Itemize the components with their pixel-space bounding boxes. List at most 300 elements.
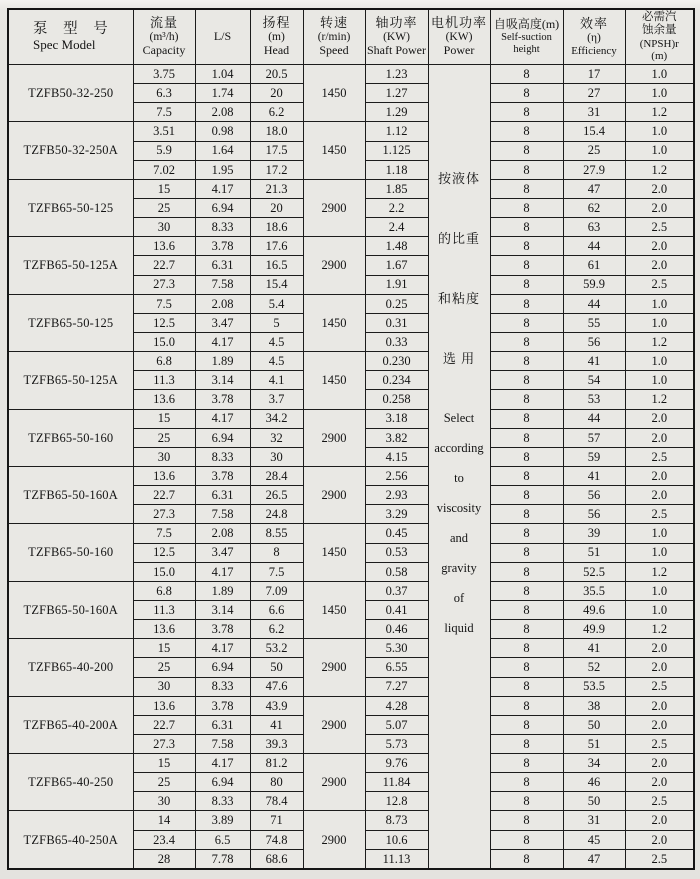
ls-cell: 4.17 xyxy=(195,179,250,198)
capacity-cell: 15 xyxy=(133,754,195,773)
shaft-power-cell: 0.45 xyxy=(365,524,428,543)
npsh-cell: 1.2 xyxy=(625,620,694,639)
npsh-cell: 2.0 xyxy=(625,198,694,217)
npsh-cell: 2.0 xyxy=(625,715,694,734)
model-cell: TZFB65-50-125A xyxy=(8,237,133,294)
efficiency-cell: 51 xyxy=(563,543,625,562)
model-cell: TZFB65-50-125 xyxy=(8,294,133,351)
suction-height-cell: 8 xyxy=(490,179,563,198)
head-cell: 5 xyxy=(250,313,303,332)
suction-height-cell: 8 xyxy=(490,600,563,619)
efficiency-cell: 46 xyxy=(563,773,625,792)
efficiency-cell: 54 xyxy=(563,371,625,390)
head-cell: 8 xyxy=(250,543,303,562)
head-cell: 20 xyxy=(250,84,303,103)
efficiency-cell: 59 xyxy=(563,447,625,466)
efficiency-cell: 62 xyxy=(563,198,625,217)
ls-cell: 1.95 xyxy=(195,160,250,179)
ls-cell: 3.78 xyxy=(195,620,250,639)
motor-power-note-cell xyxy=(428,65,490,870)
ls-cell: 7.58 xyxy=(195,505,250,524)
npsh-cell: 2.0 xyxy=(625,754,694,773)
ls-cell: 3.14 xyxy=(195,371,250,390)
speed-cell: 1450 xyxy=(303,581,365,638)
capacity-cell: 30 xyxy=(133,218,195,237)
shaft-power-cell: 3.18 xyxy=(365,409,428,428)
suction-height-cell: 8 xyxy=(490,103,563,122)
ls-cell: 1.04 xyxy=(195,65,250,84)
ls-cell: 6.94 xyxy=(195,658,250,677)
model-cell: TZFB65-50-125A xyxy=(8,352,133,409)
suction-height-cell: 8 xyxy=(490,466,563,485)
capacity-cell: 5.9 xyxy=(133,141,195,160)
shaft-power-cell: 1.48 xyxy=(365,237,428,256)
efficiency-cell: 47 xyxy=(563,849,625,869)
shaft-power-cell: 1.12 xyxy=(365,122,428,141)
head-cell: 20.5 xyxy=(250,65,303,84)
npsh-cell: 1.2 xyxy=(625,390,694,409)
npsh-cell: 2.5 xyxy=(625,677,694,696)
npsh-cell: 2.0 xyxy=(625,466,694,485)
efficiency-cell: 55 xyxy=(563,313,625,332)
efficiency-cell: 52.5 xyxy=(563,562,625,581)
ls-cell: 6.94 xyxy=(195,773,250,792)
capacity-cell: 11.3 xyxy=(133,600,195,619)
npsh-cell: 2.0 xyxy=(625,486,694,505)
shaft-power-cell: 9.76 xyxy=(365,754,428,773)
header-speed: 转速 (r/min) Speed xyxy=(303,9,365,65)
capacity-cell: 15 xyxy=(133,639,195,658)
speed-cell: 2900 xyxy=(303,179,365,236)
shaft-power-cell: 3.29 xyxy=(365,505,428,524)
table-row xyxy=(8,754,694,773)
suction-height-cell: 8 xyxy=(490,160,563,179)
shaft-power-cell: 0.230 xyxy=(365,352,428,371)
head-cell: 7.5 xyxy=(250,562,303,581)
shaft-power-cell: 0.37 xyxy=(365,581,428,600)
head-cell: 4.1 xyxy=(250,371,303,390)
capacity-cell: 15 xyxy=(133,179,195,198)
table-row xyxy=(8,696,694,715)
head-cell: 17.6 xyxy=(250,237,303,256)
power-note-line-en: liquid xyxy=(444,621,474,635)
table-row xyxy=(8,352,694,371)
npsh-cell: 1.2 xyxy=(625,103,694,122)
suction-height-cell: 8 xyxy=(490,524,563,543)
table-row xyxy=(8,409,694,428)
efficiency-cell: 31 xyxy=(563,103,625,122)
suction-height-cell: 8 xyxy=(490,677,563,696)
suction-height-cell: 8 xyxy=(490,409,563,428)
ls-cell: 1.74 xyxy=(195,84,250,103)
shaft-power-cell: 7.27 xyxy=(365,677,428,696)
header-row xyxy=(8,9,694,65)
model-cell: TZFB65-50-160 xyxy=(8,524,133,581)
head-cell: 32 xyxy=(250,428,303,447)
capacity-cell: 25 xyxy=(133,658,195,677)
head-cell: 6.2 xyxy=(250,103,303,122)
head-cell: 39.3 xyxy=(250,734,303,753)
shaft-power-cell: 1.67 xyxy=(365,256,428,275)
capacity-cell: 30 xyxy=(133,677,195,696)
shaft-power-cell: 5.30 xyxy=(365,639,428,658)
table-row xyxy=(8,466,694,485)
head-cell: 68.6 xyxy=(250,849,303,869)
shaft-power-cell: 0.53 xyxy=(365,543,428,562)
shaft-power-cell: 1.91 xyxy=(365,275,428,294)
shaft-power-cell: 1.23 xyxy=(365,65,428,84)
efficiency-cell: 56 xyxy=(563,486,625,505)
capacity-cell: 13.6 xyxy=(133,390,195,409)
suction-height-cell: 8 xyxy=(490,352,563,371)
shaft-power-cell: 6.55 xyxy=(365,658,428,677)
efficiency-cell: 31 xyxy=(563,811,625,830)
suction-height-cell: 8 xyxy=(490,198,563,217)
power-note-line-en: gravity xyxy=(441,561,477,575)
npsh-cell: 2.5 xyxy=(625,218,694,237)
head-cell: 80 xyxy=(250,773,303,792)
table-header xyxy=(8,9,694,65)
head-cell: 41 xyxy=(250,715,303,734)
speed-cell: 2900 xyxy=(303,409,365,466)
power-note-line-zh: 按液体 xyxy=(437,171,480,186)
efficiency-cell: 45 xyxy=(563,830,625,849)
npsh-cell: 2.0 xyxy=(625,428,694,447)
shaft-power-cell: 0.58 xyxy=(365,562,428,581)
shaft-power-cell: 5.73 xyxy=(365,734,428,753)
speed-cell: 2900 xyxy=(303,811,365,869)
suction-height-cell: 8 xyxy=(490,620,563,639)
capacity-cell: 14 xyxy=(133,811,195,830)
table-row xyxy=(8,65,694,84)
head-cell: 50 xyxy=(250,658,303,677)
efficiency-cell: 50 xyxy=(563,792,625,811)
capacity-cell: 7.5 xyxy=(133,294,195,313)
header-npsh: 必需汽 蚀余量 (NPSH)r (m) xyxy=(625,9,694,65)
ls-cell: 2.08 xyxy=(195,524,250,543)
efficiency-cell: 56 xyxy=(563,332,625,351)
suction-height-cell: 8 xyxy=(490,390,563,409)
suction-height-cell: 8 xyxy=(490,581,563,600)
ls-cell: 1.89 xyxy=(195,581,250,600)
shaft-power-cell: 0.31 xyxy=(365,313,428,332)
head-cell: 4.5 xyxy=(250,352,303,371)
speed-cell: 2900 xyxy=(303,237,365,294)
head-cell: 15.4 xyxy=(250,275,303,294)
capacity-cell: 25 xyxy=(133,428,195,447)
efficiency-cell: 63 xyxy=(563,218,625,237)
header-suction-height: 自吸高度(m) Self-suction height xyxy=(490,9,563,65)
ls-cell: 3.14 xyxy=(195,600,250,619)
efficiency-cell: 27 xyxy=(563,84,625,103)
efficiency-cell: 52 xyxy=(563,658,625,677)
capacity-cell: 22.7 xyxy=(133,715,195,734)
power-note-line-zh: 和粘度 xyxy=(437,291,480,306)
npsh-cell: 1.2 xyxy=(625,332,694,351)
suction-height-cell: 8 xyxy=(490,256,563,275)
ls-cell: 4.17 xyxy=(195,562,250,581)
capacity-cell: 27.3 xyxy=(133,734,195,753)
efficiency-cell: 59.9 xyxy=(563,275,625,294)
suction-height-cell: 8 xyxy=(490,830,563,849)
capacity-cell: 23.4 xyxy=(133,830,195,849)
capacity-cell: 15.0 xyxy=(133,332,195,351)
efficiency-cell: 61 xyxy=(563,256,625,275)
model-cell: TZFB65-40-200 xyxy=(8,639,133,696)
head-cell: 78.4 xyxy=(250,792,303,811)
head-cell: 4.5 xyxy=(250,332,303,351)
ls-cell: 4.17 xyxy=(195,409,250,428)
table-row xyxy=(8,179,694,198)
capacity-cell: 12.5 xyxy=(133,543,195,562)
ls-cell: 3.78 xyxy=(195,390,250,409)
header-spec-model-en: Spec Model xyxy=(33,36,96,52)
npsh-cell: 1.0 xyxy=(625,294,694,313)
head-cell: 30 xyxy=(250,447,303,466)
capacity-cell: 15 xyxy=(133,409,195,428)
npsh-cell: 1.0 xyxy=(625,581,694,600)
ls-cell: 7.78 xyxy=(195,849,250,869)
efficiency-cell: 47 xyxy=(563,179,625,198)
pump-spec-table xyxy=(7,8,695,870)
head-cell: 81.2 xyxy=(250,754,303,773)
efficiency-cell: 57 xyxy=(563,428,625,447)
head-cell: 5.4 xyxy=(250,294,303,313)
power-note-line-en: of xyxy=(453,591,465,605)
capacity-cell: 25 xyxy=(133,773,195,792)
shaft-power-cell: 4.15 xyxy=(365,447,428,466)
table-row xyxy=(8,811,694,830)
suction-height-cell: 8 xyxy=(490,754,563,773)
efficiency-cell: 41 xyxy=(563,639,625,658)
head-cell: 16.5 xyxy=(250,256,303,275)
power-note-line-en: according xyxy=(434,441,484,455)
header-motor-power: 电机功率 (KW) Power xyxy=(428,9,490,65)
ls-cell: 1.64 xyxy=(195,141,250,160)
shaft-power-cell: 0.46 xyxy=(365,620,428,639)
npsh-cell: 1.0 xyxy=(625,543,694,562)
npsh-cell: 1.0 xyxy=(625,84,694,103)
efficiency-cell: 51 xyxy=(563,734,625,753)
suction-height-cell: 8 xyxy=(490,141,563,160)
model-cell: TZFB65-40-250 xyxy=(8,754,133,811)
ls-cell: 7.58 xyxy=(195,734,250,753)
head-cell: 6.2 xyxy=(250,620,303,639)
efficiency-cell: 17 xyxy=(563,65,625,84)
table-body xyxy=(8,65,694,870)
npsh-cell: 1.0 xyxy=(625,122,694,141)
ls-cell: 2.08 xyxy=(195,294,250,313)
npsh-cell: 1.0 xyxy=(625,65,694,84)
shaft-power-cell: 1.18 xyxy=(365,160,428,179)
suction-height-cell: 8 xyxy=(490,313,563,332)
shaft-power-cell: 0.234 xyxy=(365,371,428,390)
power-note-line-zh: 选 用 xyxy=(442,351,476,366)
table-row xyxy=(8,524,694,543)
ls-cell: 3.47 xyxy=(195,313,250,332)
efficiency-cell: 44 xyxy=(563,237,625,256)
npsh-cell: 2.0 xyxy=(625,256,694,275)
suction-height-cell: 8 xyxy=(490,562,563,581)
head-cell: 6.6 xyxy=(250,600,303,619)
capacity-cell: 6.8 xyxy=(133,581,195,600)
efficiency-cell: 50 xyxy=(563,715,625,734)
ls-cell: 7.58 xyxy=(195,275,250,294)
npsh-cell: 1.0 xyxy=(625,371,694,390)
efficiency-cell: 44 xyxy=(563,294,625,313)
efficiency-cell: 35.5 xyxy=(563,581,625,600)
capacity-cell: 12.5 xyxy=(133,313,195,332)
efficiency-cell: 56 xyxy=(563,505,625,524)
speed-cell: 1450 xyxy=(303,524,365,581)
shaft-power-cell: 10.6 xyxy=(365,830,428,849)
ls-cell: 6.94 xyxy=(195,428,250,447)
ls-cell: 4.17 xyxy=(195,639,250,658)
power-note-line-en: to xyxy=(454,471,464,485)
suction-height-cell: 8 xyxy=(490,773,563,792)
header-shaft-power: 轴功率 (KW) Shaft Power xyxy=(365,9,428,65)
npsh-cell: 2.0 xyxy=(625,237,694,256)
ls-cell: 8.33 xyxy=(195,447,250,466)
suction-height-cell: 8 xyxy=(490,447,563,466)
capacity-cell: 15.0 xyxy=(133,562,195,581)
head-cell: 17.2 xyxy=(250,160,303,179)
suction-height-cell: 8 xyxy=(490,122,563,141)
npsh-cell: 2.5 xyxy=(625,734,694,753)
head-cell: 20 xyxy=(250,198,303,217)
capacity-cell: 28 xyxy=(133,849,195,869)
capacity-cell: 7.5 xyxy=(133,524,195,543)
suction-height-cell: 8 xyxy=(490,696,563,715)
capacity-cell: 27.3 xyxy=(133,275,195,294)
speed-cell: 2900 xyxy=(303,466,365,523)
suction-height-cell: 8 xyxy=(490,486,563,505)
npsh-cell: 2.0 xyxy=(625,409,694,428)
ls-cell: 3.78 xyxy=(195,237,250,256)
shaft-power-cell: 8.73 xyxy=(365,811,428,830)
suction-height-cell: 8 xyxy=(490,543,563,562)
efficiency-cell: 53 xyxy=(563,390,625,409)
ls-cell: 6.31 xyxy=(195,256,250,275)
table-row xyxy=(8,639,694,658)
header-spec-model-zh: 泵 型 号 xyxy=(33,21,114,38)
capacity-cell: 30 xyxy=(133,792,195,811)
npsh-cell: 2.0 xyxy=(625,830,694,849)
shaft-power-cell: 4.28 xyxy=(365,696,428,715)
head-cell: 18.0 xyxy=(250,122,303,141)
capacity-cell: 25 xyxy=(133,198,195,217)
head-cell: 71 xyxy=(250,811,303,830)
efficiency-cell: 41 xyxy=(563,352,625,371)
power-note-line-en: and xyxy=(449,531,469,545)
capacity-cell: 7.5 xyxy=(133,103,195,122)
shaft-power-cell: 1.29 xyxy=(365,103,428,122)
table-row xyxy=(8,122,694,141)
head-cell: 53.2 xyxy=(250,639,303,658)
power-note-line-en: Select xyxy=(443,411,475,425)
suction-height-cell: 8 xyxy=(490,505,563,524)
capacity-cell: 3.51 xyxy=(133,122,195,141)
suction-height-cell: 8 xyxy=(490,218,563,237)
capacity-cell: 6.3 xyxy=(133,84,195,103)
npsh-cell: 1.0 xyxy=(625,141,694,160)
head-cell: 43.9 xyxy=(250,696,303,715)
speed-cell: 1450 xyxy=(303,65,365,122)
speed-cell: 2900 xyxy=(303,754,365,811)
capacity-cell: 13.6 xyxy=(133,696,195,715)
shaft-power-cell: 2.56 xyxy=(365,466,428,485)
capacity-cell: 6.8 xyxy=(133,352,195,371)
efficiency-cell: 49.9 xyxy=(563,620,625,639)
model-cell: TZFB65-40-250A xyxy=(8,811,133,869)
shaft-power-cell: 11.84 xyxy=(365,773,428,792)
suction-height-cell: 8 xyxy=(490,237,563,256)
ls-cell: 4.17 xyxy=(195,754,250,773)
efficiency-cell: 53.5 xyxy=(563,677,625,696)
npsh-cell: 2.0 xyxy=(625,658,694,677)
shaft-power-cell: 12.8 xyxy=(365,792,428,811)
shaft-power-cell: 0.33 xyxy=(365,332,428,351)
suction-height-cell: 8 xyxy=(490,658,563,677)
npsh-cell: 1.0 xyxy=(625,600,694,619)
ls-cell: 2.08 xyxy=(195,103,250,122)
capacity-cell: 13.6 xyxy=(133,237,195,256)
ls-cell: 8.33 xyxy=(195,677,250,696)
model-cell: TZFB65-50-160A xyxy=(8,581,133,638)
shaft-power-cell: 5.07 xyxy=(365,715,428,734)
ls-cell: 4.17 xyxy=(195,332,250,351)
shaft-power-cell: 2.2 xyxy=(365,198,428,217)
efficiency-cell: 39 xyxy=(563,524,625,543)
suction-height-cell: 8 xyxy=(490,84,563,103)
npsh-cell: 2.5 xyxy=(625,275,694,294)
ls-cell: 3.78 xyxy=(195,466,250,485)
ls-cell: 1.89 xyxy=(195,352,250,371)
ls-cell: 8.33 xyxy=(195,792,250,811)
npsh-cell: 1.2 xyxy=(625,160,694,179)
capacity-cell: 27.3 xyxy=(133,505,195,524)
npsh-cell: 1.0 xyxy=(625,524,694,543)
capacity-cell: 7.02 xyxy=(133,160,195,179)
head-cell: 8.55 xyxy=(250,524,303,543)
table-row xyxy=(8,581,694,600)
head-cell: 18.6 xyxy=(250,218,303,237)
efficiency-cell: 25 xyxy=(563,141,625,160)
npsh-cell: 2.0 xyxy=(625,696,694,715)
shaft-power-cell: 0.258 xyxy=(365,390,428,409)
capacity-cell: 13.6 xyxy=(133,620,195,639)
header-efficiency: 效率 (η) Efficiency xyxy=(563,9,625,65)
table-row xyxy=(8,294,694,313)
head-cell: 21.3 xyxy=(250,179,303,198)
head-cell: 47.6 xyxy=(250,677,303,696)
speed-cell: 1450 xyxy=(303,122,365,179)
suction-height-cell: 8 xyxy=(490,275,563,294)
shaft-power-cell: 0.41 xyxy=(365,600,428,619)
ls-cell: 0.98 xyxy=(195,122,250,141)
shaft-power-cell: 1.27 xyxy=(365,84,428,103)
head-cell: 7.09 xyxy=(250,581,303,600)
model-cell: TZFB65-50-160 xyxy=(8,409,133,466)
suction-height-cell: 8 xyxy=(490,294,563,313)
npsh-cell: 1.2 xyxy=(625,562,694,581)
capacity-cell: 13.6 xyxy=(133,466,195,485)
header-spec-model xyxy=(8,9,133,65)
shaft-power-cell: 2.93 xyxy=(365,486,428,505)
efficiency-cell: 44 xyxy=(563,409,625,428)
npsh-cell: 2.5 xyxy=(625,792,694,811)
header-ls: L/S xyxy=(195,9,250,65)
